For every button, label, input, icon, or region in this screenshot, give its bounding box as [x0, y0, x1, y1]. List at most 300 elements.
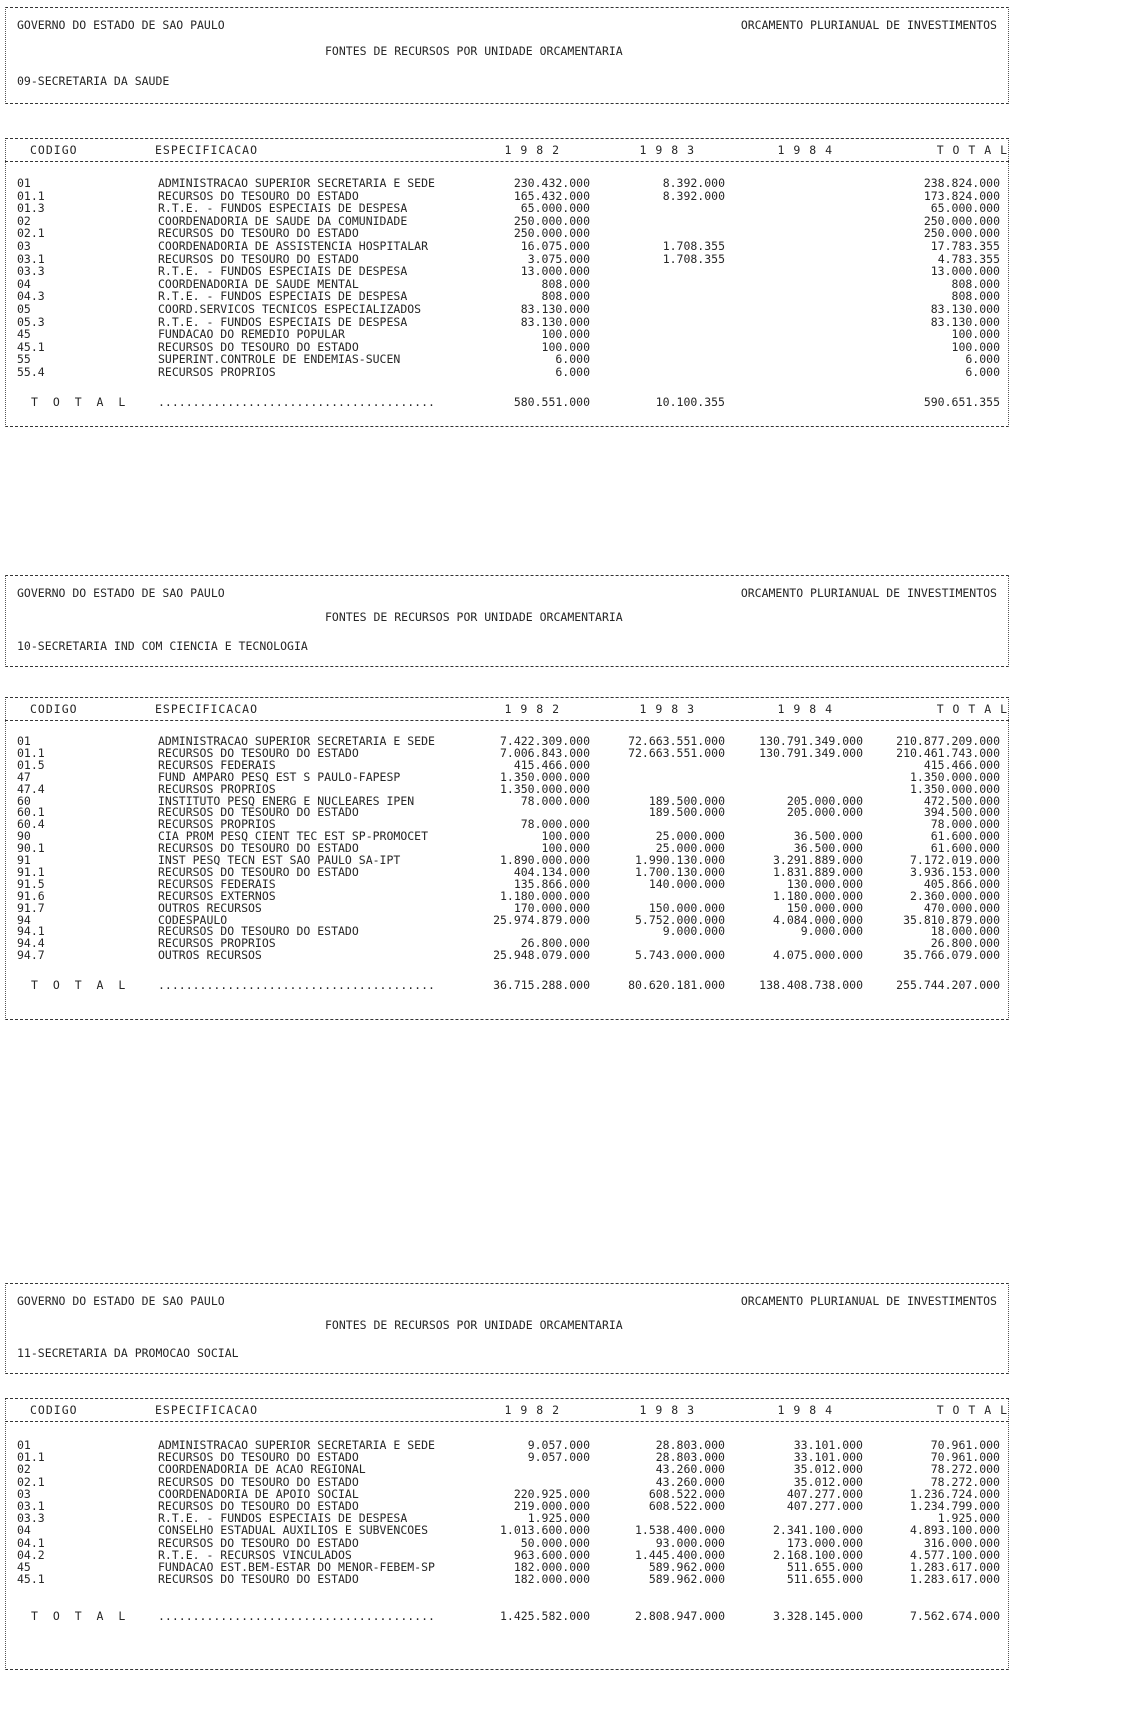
row-spec: CODESPAULO — [158, 912, 228, 927]
row-spec: ADMINISTRACAO SUPERIOR SECRETARIA E SEDE — [158, 734, 435, 748]
row-code: 05.3 — [17, 314, 45, 329]
row-total: 1.350.000.000 — [909, 781, 1000, 796]
column-header-spec: ESPECIFICACAO — [155, 702, 259, 716]
row-code: 91 — [17, 853, 31, 867]
row-y1982: 65.000.000 — [520, 201, 590, 216]
row-total: 3.936.153.000 — [909, 864, 1000, 879]
table-row — [5, 190, 1009, 202]
row-total: 250.000.000 — [923, 226, 1000, 241]
column-header-spec: ESPECIFICACAO — [155, 143, 259, 157]
row-spec: ADMINISTRACAO SUPERIOR SECRETARIA E SEDE — [158, 1438, 435, 1452]
row-total: 13.000.000 — [930, 264, 1000, 279]
row-total: 1.234.799.000 — [909, 1499, 1000, 1513]
row-y1982: 6.000 — [555, 352, 590, 367]
row-spec: INST PESQ TECN EST SAO PAULO SA-IPT — [158, 853, 401, 867]
total-y1982: 580.551.000 — [513, 395, 590, 409]
table-row — [5, 890, 1009, 902]
row-code: 94.1 — [17, 924, 45, 939]
plan-title: ORCAMENTO PLURIANUAL DE INVESTIMENTOS — [740, 1294, 997, 1308]
column-header-y1982: 1 9 8 2 — [504, 702, 560, 716]
government-title: GOVERNO DO ESTADO DE SAO PAULO — [17, 18, 225, 32]
row-y1984: 130.000.000 — [786, 876, 863, 891]
row-y1984: 4.084.000.000 — [772, 912, 863, 927]
total-label: T O T A L — [31, 1609, 130, 1624]
row-y1982: 415.466.000 — [513, 757, 590, 772]
row-y1984: 35.012.000 — [793, 1474, 863, 1489]
row-total: 83.130.000 — [930, 314, 1000, 329]
row-y1982: 7.422.309.000 — [499, 734, 590, 748]
report-subtitle: FONTES DE RECURSOS POR UNIDADE ORCAMENTARIA — [325, 44, 623, 58]
row-code: 03.3 — [17, 264, 45, 279]
column-header-code: CODIGO — [30, 143, 78, 157]
total-y1982: 36.715.288.000 — [493, 978, 590, 993]
table-row — [5, 253, 1009, 265]
row-code: 01.1 — [17, 1450, 45, 1465]
table-row — [5, 1537, 1009, 1549]
row-spec: RECURSOS DO TESOURO DO ESTADO — [158, 251, 359, 266]
row-y1982: 230.432.000 — [513, 176, 590, 190]
row-total: 26.800.000 — [930, 936, 1000, 951]
row-y1982: 25.974.879.000 — [493, 912, 590, 927]
row-code: 90.1 — [17, 841, 45, 856]
row-code: 60 — [17, 793, 31, 808]
column-header-y1982: 1 9 8 2 — [504, 143, 560, 157]
row-total: 808.000 — [951, 276, 1000, 291]
budget-table — [5, 1283, 1009, 1668]
row-total: 100.000 — [951, 339, 1000, 354]
row-spec: INSTITUTO PESQ ENERG E NUCLEARES IPEN — [158, 793, 415, 808]
row-y1983: 43.260.000 — [655, 1474, 725, 1489]
table-row — [5, 1549, 1009, 1561]
row-y1983: 1.700.130.000 — [634, 864, 725, 879]
row-spec: FUNDACAO EST.BEM-ESTAR DO MENOR-FEBEM-SP — [158, 1560, 435, 1574]
row-y1983: 189.500.000 — [648, 793, 725, 808]
row-y1984: 3.291.889.000 — [772, 853, 863, 867]
row-y1984: 4.075.000.000 — [772, 948, 863, 963]
row-y1984: 9.000.000 — [800, 924, 863, 939]
row-spec: RECURSOS PROPRIOS — [158, 817, 276, 832]
row-spec: OUTROS RECURSOS — [158, 948, 262, 963]
row-spec: COORDENADORIA DE ACAO REGIONAL — [158, 1462, 366, 1477]
report-subtitle: FONTES DE RECURSOS POR UNIDADE ORCAMENTARIA — [325, 610, 623, 624]
row-y1983: 608.522.000 — [648, 1486, 725, 1501]
row-total: 7.172.019.000 — [909, 853, 1000, 867]
row-y1982: 1.925.000 — [527, 1511, 590, 1526]
row-total: 61.600.000 — [930, 829, 1000, 844]
row-code: 01 — [17, 1438, 31, 1452]
row-spec: ADMINISTRACAO SUPERIOR SECRETARIA E SEDE — [158, 176, 435, 190]
row-y1984: 407.277.000 — [786, 1499, 863, 1513]
table-row — [5, 902, 1009, 914]
row-code: 04 — [17, 276, 31, 291]
row-total: 1.236.724.000 — [909, 1486, 1000, 1501]
row-code: 45 — [17, 327, 31, 342]
row-code: 04.1 — [17, 1535, 45, 1550]
column-header-y1983: 1 9 8 3 — [639, 702, 695, 716]
row-spec: RECURSOS DO TESOURO DO ESTADO — [158, 226, 359, 241]
table-row — [5, 278, 1009, 290]
table-row — [5, 290, 1009, 302]
row-code: 45.1 — [17, 339, 45, 354]
row-y1984: 407.277.000 — [786, 1486, 863, 1501]
table-row — [5, 1512, 1009, 1524]
row-y1982: 6.000 — [555, 365, 590, 379]
row-y1983: 8.392.000 — [662, 176, 725, 190]
table-row — [5, 783, 1009, 795]
table-row — [5, 771, 1009, 783]
row-total: 100.000 — [951, 327, 1000, 342]
table-row — [5, 878, 1009, 890]
row-code: 94 — [17, 912, 31, 927]
row-code: 03 — [17, 1486, 31, 1501]
table-row — [5, 366, 1009, 378]
row-y1982: 808.000 — [541, 276, 590, 291]
row-code: 02 — [17, 1462, 31, 1477]
row-total: 18.000.000 — [930, 924, 1000, 939]
row-y1983: 1.708.355 — [662, 251, 725, 266]
row-spec: RECURSOS PROPRIOS — [158, 936, 276, 951]
table-row — [5, 1476, 1009, 1488]
row-code: 03.1 — [17, 251, 45, 266]
row-code: 60.4 — [17, 817, 45, 832]
row-y1984: 2.341.100.000 — [772, 1523, 863, 1538]
row-y1982: 78.000.000 — [520, 817, 590, 832]
row-code: 94.4 — [17, 936, 45, 951]
row-total: 173.824.000 — [923, 188, 1000, 203]
row-y1984: 150.000.000 — [786, 900, 863, 915]
government-title: GOVERNO DO ESTADO DE SAO PAULO — [17, 586, 225, 600]
table-row — [5, 1500, 1009, 1512]
table-row — [5, 202, 1009, 214]
row-code: 04 — [17, 1523, 31, 1538]
table-row — [5, 177, 1009, 189]
table-row — [5, 328, 1009, 340]
column-header-y1984: 1 9 8 4 — [777, 1403, 833, 1417]
row-total: 4.893.100.000 — [909, 1523, 1000, 1538]
row-y1982: 100.000 — [541, 339, 590, 354]
total-total: 255.744.207.000 — [896, 978, 1000, 993]
row-y1982: 25.948.079.000 — [493, 948, 590, 963]
row-total: 238.824.000 — [923, 176, 1000, 190]
row-code: 91.5 — [17, 876, 45, 891]
row-y1983: 93.000.000 — [655, 1535, 725, 1550]
row-code: 02.1 — [17, 226, 45, 241]
row-code: 03 — [17, 239, 31, 253]
total-y1983: 2.808.947.000 — [634, 1609, 725, 1624]
budget-table — [5, 575, 1009, 1018]
row-spec: SUPERINT.CONTROLE DE ENDEMIAS-SUCEN — [158, 352, 401, 367]
row-code: 01.3 — [17, 201, 45, 216]
table-row — [5, 1561, 1009, 1573]
row-code: 47.4 — [17, 781, 45, 796]
total-total: 590.651.355 — [923, 395, 1000, 409]
row-y1982: 9.057.000 — [527, 1450, 590, 1465]
row-y1984: 205.000.000 — [786, 805, 863, 820]
row-y1984: 511.655.000 — [786, 1560, 863, 1574]
row-spec: RECURSOS DO TESOURO DO ESTADO — [158, 188, 359, 203]
row-code: 90 — [17, 829, 31, 844]
row-code: 91.6 — [17, 888, 45, 903]
row-y1982: 808.000 — [541, 289, 590, 304]
row-y1982: 182.000.000 — [513, 1572, 590, 1587]
row-spec: RECURSOS DO TESOURO DO ESTADO — [158, 805, 359, 820]
row-total: 78.272.000 — [930, 1474, 1000, 1489]
row-code: 45 — [17, 1560, 31, 1574]
row-total: 808.000 — [951, 289, 1000, 304]
row-y1984: 173.000.000 — [786, 1535, 863, 1550]
row-y1982: 16.075.000 — [520, 239, 590, 253]
row-code: 04.2 — [17, 1547, 45, 1562]
total-y1982: 1.425.582.000 — [499, 1609, 590, 1624]
row-code: 55.4 — [17, 365, 45, 379]
row-y1983: 43.260.000 — [655, 1462, 725, 1477]
row-y1982: 13.000.000 — [520, 264, 590, 279]
row-spec: RECURSOS DO TESOURO DO ESTADO — [158, 1474, 359, 1489]
row-total: 83.130.000 — [930, 302, 1000, 316]
row-spec: RECURSOS DO TESOURO DO ESTADO — [158, 339, 359, 354]
row-y1983: 1.445.400.000 — [634, 1547, 725, 1562]
total-dots: ........................................ — [158, 978, 435, 993]
column-header-y1983: 1 9 8 3 — [639, 143, 695, 157]
row-y1983: 1.990.130.000 — [634, 853, 725, 867]
table-row — [5, 265, 1009, 277]
row-y1983: 5.752.000.000 — [634, 912, 725, 927]
total-y1983: 10.100.355 — [655, 395, 725, 409]
row-y1982: 1.180.000.000 — [499, 888, 590, 903]
row-spec: RECURSOS PROPRIOS — [158, 365, 276, 379]
row-y1983: 72.663.551.000 — [628, 745, 725, 760]
row-y1983: 28.803.000 — [655, 1450, 725, 1465]
row-y1982: 83.130.000 — [520, 314, 590, 329]
row-spec: R.T.E. - FUNDOS ESPECIAIS DE DESPESA — [158, 201, 408, 216]
row-y1983: 25.000.000 — [655, 841, 725, 856]
row-y1984: 130.791.349.000 — [759, 745, 863, 760]
row-spec: RECURSOS DO TESOURO DO ESTADO — [158, 924, 359, 939]
row-y1983: 28.803.000 — [655, 1438, 725, 1452]
row-y1982: 182.000.000 — [513, 1560, 590, 1574]
table-row — [5, 806, 1009, 818]
table-row — [5, 925, 1009, 937]
row-code: 05 — [17, 302, 31, 316]
row-code: 03.1 — [17, 1499, 45, 1513]
row-y1982: 165.432.000 — [513, 188, 590, 203]
row-spec: COORDENADORIA DE ASSISTENCIA HOSPITALAR — [158, 239, 429, 253]
column-header-spec: ESPECIFICACAO — [155, 1403, 259, 1417]
row-total: 405.866.000 — [923, 876, 1000, 891]
row-total: 1.350.000.000 — [909, 769, 1000, 784]
total-total: 7.562.674.000 — [909, 1609, 1000, 1624]
row-total: 65.000.000 — [930, 201, 1000, 216]
row-spec: R.T.E. - FUNDOS ESPECIAIS DE DESPESA — [158, 264, 408, 279]
row-y1982: 78.000.000 — [520, 793, 590, 808]
row-y1982: 135.866.000 — [513, 876, 590, 891]
row-total: 470.000.000 — [923, 900, 1000, 915]
secretaria-name: 09-SECRETARIA DA SAUDE — [17, 74, 170, 89]
row-total: 4.783.355 — [937, 251, 1000, 266]
row-y1982: 219.000.000 — [513, 1499, 590, 1513]
row-y1983: 9.000.000 — [662, 924, 725, 939]
row-total: 316.000.000 — [923, 1535, 1000, 1550]
row-y1982: 250.000.000 — [513, 213, 590, 228]
row-y1983: 8.392.000 — [662, 188, 725, 203]
column-header-y1982: 1 9 8 2 — [504, 1403, 560, 1417]
row-y1982: 100.000 — [541, 327, 590, 342]
table-row — [5, 341, 1009, 353]
total-y1984: 3.328.145.000 — [772, 1609, 863, 1624]
row-spec: FUNDACAO DO REMEDIO POPULAR — [158, 327, 345, 342]
row-spec: RECURSOS FEDERAIS — [158, 757, 276, 772]
table-row — [5, 1463, 1009, 1475]
row-total: 1.283.617.000 — [909, 1560, 1000, 1574]
row-y1984: 2.168.100.000 — [772, 1547, 863, 1562]
row-total: 210.461.743.000 — [896, 745, 1000, 760]
table-row — [5, 240, 1009, 252]
row-y1982: 250.000.000 — [513, 226, 590, 241]
row-y1983: 589.962.000 — [648, 1572, 725, 1587]
row-y1983: 72.663.551.000 — [628, 734, 725, 748]
report-subtitle: FONTES DE RECURSOS POR UNIDADE ORCAMENTARIA — [325, 1317, 623, 1332]
column-header-total: T O T A L — [936, 702, 1008, 716]
row-spec: RECURSOS EXTERNOS — [158, 888, 276, 903]
table-row — [5, 303, 1009, 315]
row-code: 01 — [17, 176, 31, 190]
table-row — [5, 215, 1009, 227]
table-row — [5, 1439, 1009, 1451]
row-spec: RECURSOS DO TESOURO DO ESTADO — [158, 841, 359, 856]
row-y1984: 33.101.000 — [793, 1438, 863, 1452]
row-code: 03.3 — [17, 1511, 45, 1526]
row-spec: COORD.SERVICOS TECNICOS ESPECIALIZADOS — [158, 302, 422, 316]
row-code: 60.1 — [17, 805, 45, 820]
row-y1982: 1.350.000.000 — [499, 769, 590, 784]
row-spec: R.T.E. - FUNDOS ESPECIAIS DE DESPESA — [158, 1511, 408, 1526]
table-row — [5, 353, 1009, 365]
row-spec: COORDENADORIA DE SAUDE MENTAL — [158, 276, 359, 291]
row-total: 250.000.000 — [923, 213, 1000, 228]
row-y1983: 140.000.000 — [648, 876, 725, 891]
row-y1984: 1.180.000.000 — [772, 888, 863, 903]
row-spec: CONSELHO ESTADUAL AUXILIOS E SUBVENCOES — [158, 1523, 429, 1538]
row-total: 6.000 — [965, 352, 1000, 367]
row-y1984: 511.655.000 — [786, 1572, 863, 1587]
row-spec: RECURSOS FEDERAIS — [158, 876, 276, 891]
row-code: 01.5 — [17, 757, 45, 772]
row-total: 210.877.209.000 — [896, 734, 1000, 748]
row-total: 415.466.000 — [923, 757, 1000, 772]
row-y1982: 1.890.000.000 — [499, 853, 590, 867]
row-spec: COORDENADORIA DE APOIO SOCIAL — [158, 1486, 359, 1501]
total-y1983: 80.620.181.000 — [628, 978, 725, 993]
secretaria-name: 11-SECRETARIA DA PROMOCAO SOCIAL — [17, 1346, 239, 1361]
row-spec: RECURSOS DO TESOURO DO ESTADO — [158, 1450, 359, 1465]
row-y1982: 3.075.000 — [527, 251, 590, 266]
row-y1982: 50.000.000 — [520, 1535, 590, 1550]
row-y1984: 35.012.000 — [793, 1462, 863, 1477]
row-y1982: 100.000 — [541, 841, 590, 856]
column-header-code: CODIGO — [30, 1403, 78, 1417]
row-spec: RECURSOS DO TESOURO DO ESTADO — [158, 864, 359, 879]
row-code: 04.3 — [17, 289, 45, 304]
row-total: 472.500.000 — [923, 793, 1000, 808]
plan-title: ORCAMENTO PLURIANUAL DE INVESTIMENTOS — [740, 586, 997, 600]
row-spec: RECURSOS DO TESOURO DO ESTADO — [158, 1499, 359, 1513]
table-row — [5, 1524, 1009, 1536]
row-y1983: 150.000.000 — [648, 900, 725, 915]
row-total: 6.000 — [965, 365, 1000, 379]
row-code: 02 — [17, 213, 31, 228]
row-y1983: 189.500.000 — [648, 805, 725, 820]
column-header-code: CODIGO — [30, 702, 78, 716]
row-y1982: 1.350.000.000 — [499, 781, 590, 796]
total-y1984: 138.408.738.000 — [759, 978, 863, 993]
row-code: 01.1 — [17, 745, 45, 760]
row-code: 01.1 — [17, 188, 45, 203]
row-code: 91.1 — [17, 864, 45, 879]
row-y1982: 7.006.843.000 — [499, 745, 590, 760]
table-row — [5, 949, 1009, 961]
row-total: 4.577.100.000 — [909, 1547, 1000, 1562]
row-total: 17.783.355 — [930, 239, 1000, 253]
row-spec: RECURSOS DO TESOURO DO ESTADO — [158, 745, 359, 760]
row-y1982: 26.800.000 — [520, 936, 590, 951]
row-y1982: 170.000.000 — [513, 900, 590, 915]
row-total: 61.600.000 — [930, 841, 1000, 856]
row-total: 78.272.000 — [930, 1462, 1000, 1477]
secretaria-name: 10-SECRETARIA IND COM CIENCIA E TECNOLOGIA — [17, 638, 308, 653]
column-header-total: T O T A L — [936, 143, 1008, 157]
row-total: 70.961.000 — [930, 1450, 1000, 1465]
row-y1982: 963.600.000 — [513, 1547, 590, 1562]
row-code: 55 — [17, 352, 31, 367]
row-spec: FUND AMPARO PESQ EST S PAULO-FAPESP — [158, 769, 401, 784]
row-total: 1.283.617.000 — [909, 1572, 1000, 1587]
row-spec: R.T.E. - FUNDOS ESPECIAIS DE DESPESA — [158, 314, 408, 329]
table-row — [5, 227, 1009, 239]
row-y1982: 9.057.000 — [527, 1438, 590, 1452]
column-header-y1983: 1 9 8 3 — [639, 1403, 695, 1417]
row-y1983: 5.743.000.000 — [634, 948, 725, 963]
row-total: 70.961.000 — [930, 1438, 1000, 1452]
row-y1983: 1.708.355 — [662, 239, 725, 253]
row-code: 01 — [17, 734, 31, 748]
row-total: 35.810.879.000 — [903, 912, 1000, 927]
row-y1984: 130.791.349.000 — [759, 734, 863, 748]
table-row — [5, 1488, 1009, 1500]
row-y1984: 33.101.000 — [793, 1450, 863, 1465]
row-total: 2.360.000.000 — [909, 888, 1000, 903]
plan-title: ORCAMENTO PLURIANUAL DE INVESTIMENTOS — [740, 18, 997, 32]
row-total: 1.925.000 — [937, 1511, 1000, 1526]
row-y1984: 36.500.000 — [793, 841, 863, 856]
table-row — [5, 1451, 1009, 1463]
table-row — [5, 747, 1009, 759]
column-header-y1984: 1 9 8 4 — [777, 143, 833, 157]
column-header-y1984: 1 9 8 4 — [777, 702, 833, 716]
row-y1983: 608.522.000 — [648, 1499, 725, 1513]
column-header-total: T O T A L — [936, 1403, 1008, 1417]
row-code: 45.1 — [17, 1572, 45, 1587]
total-label: T O T A L — [31, 978, 130, 993]
row-total: 35.766.079.000 — [903, 948, 1000, 963]
government-title: GOVERNO DO ESTADO DE SAO PAULO — [17, 1294, 225, 1308]
table-row — [5, 316, 1009, 328]
row-spec: RECURSOS DO TESOURO DO ESTADO — [158, 1572, 359, 1587]
total-label: T O T A L — [31, 395, 130, 409]
row-y1983: 589.962.000 — [648, 1560, 725, 1574]
row-spec: CIA PROM PESQ CIENT TEC EST SP-PROMOCET — [158, 829, 429, 844]
row-spec: RECURSOS DO TESOURO DO ESTADO — [158, 1535, 359, 1550]
row-y1982: 100.000 — [541, 829, 590, 844]
